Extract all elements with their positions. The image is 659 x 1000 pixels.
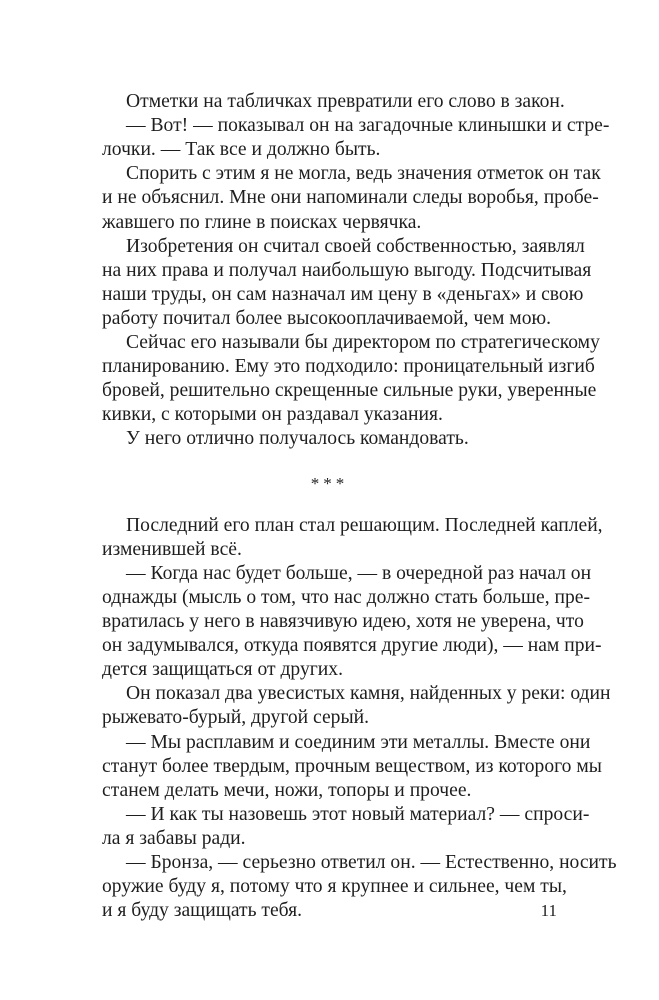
text-line: Сейчас его называли бы директором по стратегическому	[126, 332, 600, 353]
text-line: работу почитал более высокооплачиваемой, чем мою.	[102, 307, 552, 329]
text-line: планированию. Ему это подходило: проницательный изгиб	[102, 356, 595, 378]
text-line: станем делать мечи, ножи, топоры и прочее.	[102, 779, 472, 801]
text-line: Изобретения он считал своей собственностью, заявлял	[126, 235, 585, 257]
text-line: ла я забавы ради.	[102, 827, 246, 849]
text-line: наши труды, он сам назначал им цену в «деньгах» и свою	[102, 283, 584, 305]
text-line: У него отлично получалось командовать.	[126, 428, 469, 450]
text-line: — Бронза, — серьезно ответил он. — Естественно, носить	[126, 852, 617, 874]
text-line: — Вот! — показывал он на загадочные клинышки и стре-	[126, 115, 610, 137]
text-line: и не объяснил. Мне они напоминали следы воробья, пробе-	[102, 187, 599, 209]
text-line: и я буду защищать тебя.	[102, 900, 303, 922]
text-line: кивки, с которыми он раздавал указания.	[102, 404, 443, 426]
text-line: — Мы расплавим и соединим эти металлы. Вместе они	[126, 731, 591, 753]
text-line: — И как ты назовешь этот новый материал? — спроси-	[126, 803, 590, 825]
text-line: жавшего по глине в поисках червячка.	[102, 211, 422, 233]
text-line: рыжевато-бурый, другой серый.	[102, 707, 370, 729]
text-line: Спорить с этим я не могла, ведь значения отметок он так	[126, 163, 601, 185]
text-line: вратилась у него в навязчивую идею, хотя не уверена, что	[102, 611, 584, 633]
text-line: станут более твердым, прочным веществом, из которого мы	[102, 755, 602, 777]
text-line: изменившей всё.	[102, 538, 242, 560]
text-line: Последний его план стал решающим. Последней каплей,	[126, 514, 603, 536]
text-line: на них права и получал наибольшую выгоду. Подсчитывая	[102, 259, 592, 281]
text-line: оружие буду я, потому что я крупнее и сильнее, чем ты,	[102, 876, 567, 898]
text-line: — Когда нас будет больше, — в очередной раз начал он	[126, 562, 592, 584]
text-line: Отметки на табличках превратили его слово в закон.	[126, 91, 565, 112]
text-line: лочки. — Так все и должно быть.	[102, 139, 381, 161]
text-line: он задумывался, откуда появятся другие люди), — нам при-	[102, 635, 602, 657]
page-number: 11	[540, 901, 557, 920]
text-line: бровей, решительно скрещенные сильные руки, уверенные	[102, 380, 597, 402]
text-line: дется защищаться от других.	[102, 659, 343, 681]
text-line: однажды (мысль о том, что нас должно стать больше, пре-	[102, 586, 590, 608]
section-separator: ***	[310, 473, 349, 493]
text-line: Он показал два увесистых камня, найденных у реки: один	[126, 683, 611, 705]
